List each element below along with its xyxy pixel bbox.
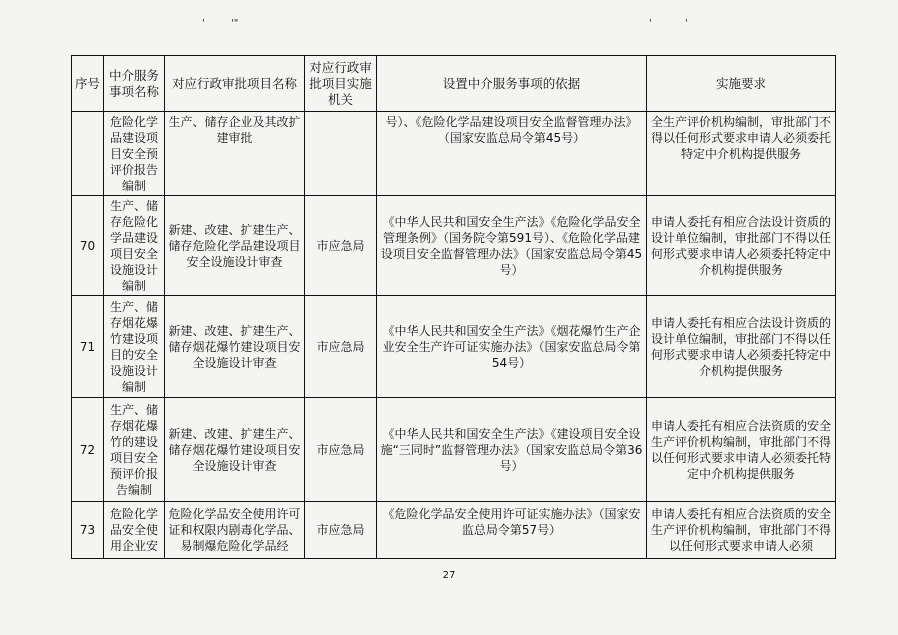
cell-basis: 《中华人民共和国安全生产法》《烟花爆竹生产企业安全生产许可证实施办法》（国家安监总局令第54号） [377,296,647,398]
cell-approval: 危险化学品安全使用许可证和权限内剧毒化学品、易制爆危险化学品经 [165,502,305,559]
header-approval: 对应行政审批项目名称 [165,56,305,112]
cell-requirements: 申请人委托有相应合法设计资质的设计单位编制，审批部门不得以任何形式要求申请人必须委托特定中介机构提供服务 [647,296,836,398]
table-row [72,502,836,559]
cell-basis: 《中华人民共和国安全生产法》《危险化学品安全管理条例》（国务院令第591号）、《危险化学品建设项目安全监督管理办法》（国家安监总局令第45号） [377,196,647,296]
header-requirements: 实施要求 [647,56,836,112]
cell-service: 生产、储存烟花爆竹建设项目的安全设施设计编制 [104,296,165,398]
header-service: 中介服务事项名称 [104,56,165,112]
cell-agency: 市应急局 [305,296,377,398]
cell-requirements: 申请人委托有相应合法资质的安全生产评价机构编制，审批部门不得以任何形式要求申请人必须委托特定中介机构提供服务 [647,398,836,502]
table-row [72,296,836,398]
cell-approval: 新建、改建、扩建生产、储存危险化学品建设项目安全设施设计审查 [165,196,305,296]
cell-basis: 《中华人民共和国安全生产法》《建设项目安全设施“三同时”监督管理办法》（国家安监总局令第36号） [377,398,647,502]
cell-agency: 市应急局 [305,196,377,296]
cell-agency: 市应急局 [305,398,377,502]
cell-requirements: 全生产评价机构编制，审批部门不得以任何形式要求申请人必须委托特定中介机构提供服务 [647,112,836,196]
page-number: 27 [442,570,456,581]
table-row [72,196,836,296]
table-header-row [72,56,836,112]
cell-approval: 新建、改建、扩建生产、储存烟花爆竹建设项目安全设施设计审查 [165,296,305,398]
cell-seq: 73 [72,502,104,559]
header-basis: 设置中介服务事项的依据 [377,56,647,112]
cell-basis: 号）、《危险化学品建设项目安全监督管理办法》（国家安监总局令第45号） [377,112,647,196]
cell-seq [72,112,104,196]
cell-service: 危险化学品建设项目安全预评价报告编制 [104,112,165,196]
header-agency: 对应行政审批项目实施机关 [305,56,377,112]
cell-service: 危险化学品安全使用企业安 [104,502,165,559]
cell-agency: 市应急局 [305,502,377,559]
cell-requirements: 申请人委托有相应合法资质的安全生产评价机构编制，审批部门不得以任何形式要求申请人必须 [647,502,836,559]
cell-service: 生产、储存烟花爆竹的建设项目安全预评价报告编制 [104,398,165,502]
header-seq: 序号 [72,56,104,112]
table-row [72,398,836,502]
cell-service: 生产、储存危险化学品建设项目安全设施设计编制 [104,196,165,296]
cell-approval: 新建、改建、扩建生产、储存烟花爆竹建设项目安全设施设计审查 [165,398,305,502]
cell-agency [305,112,377,196]
scan-mark: ' [649,18,652,29]
scan-mark: '" [231,18,239,29]
cell-approval: 生产、储存企业及其改扩建审批 [165,112,305,196]
cell-requirements: 申请人委托有相应合法设计资质的设计单位编制，审批部门不得以任何形式要求申请人必须委托特定中介机构提供服务 [647,196,836,296]
service-items-table [71,55,836,559]
scan-mark: ' [202,18,205,29]
cell-seq: 70 [72,196,104,296]
table-row [72,112,836,196]
scan-mark: ' [685,18,688,29]
cell-basis: 《危险化学品安全使用许可证实施办法》（国家安监总局令第57号） [377,502,647,559]
cell-seq: 71 [72,296,104,398]
cell-seq: 72 [72,398,104,502]
